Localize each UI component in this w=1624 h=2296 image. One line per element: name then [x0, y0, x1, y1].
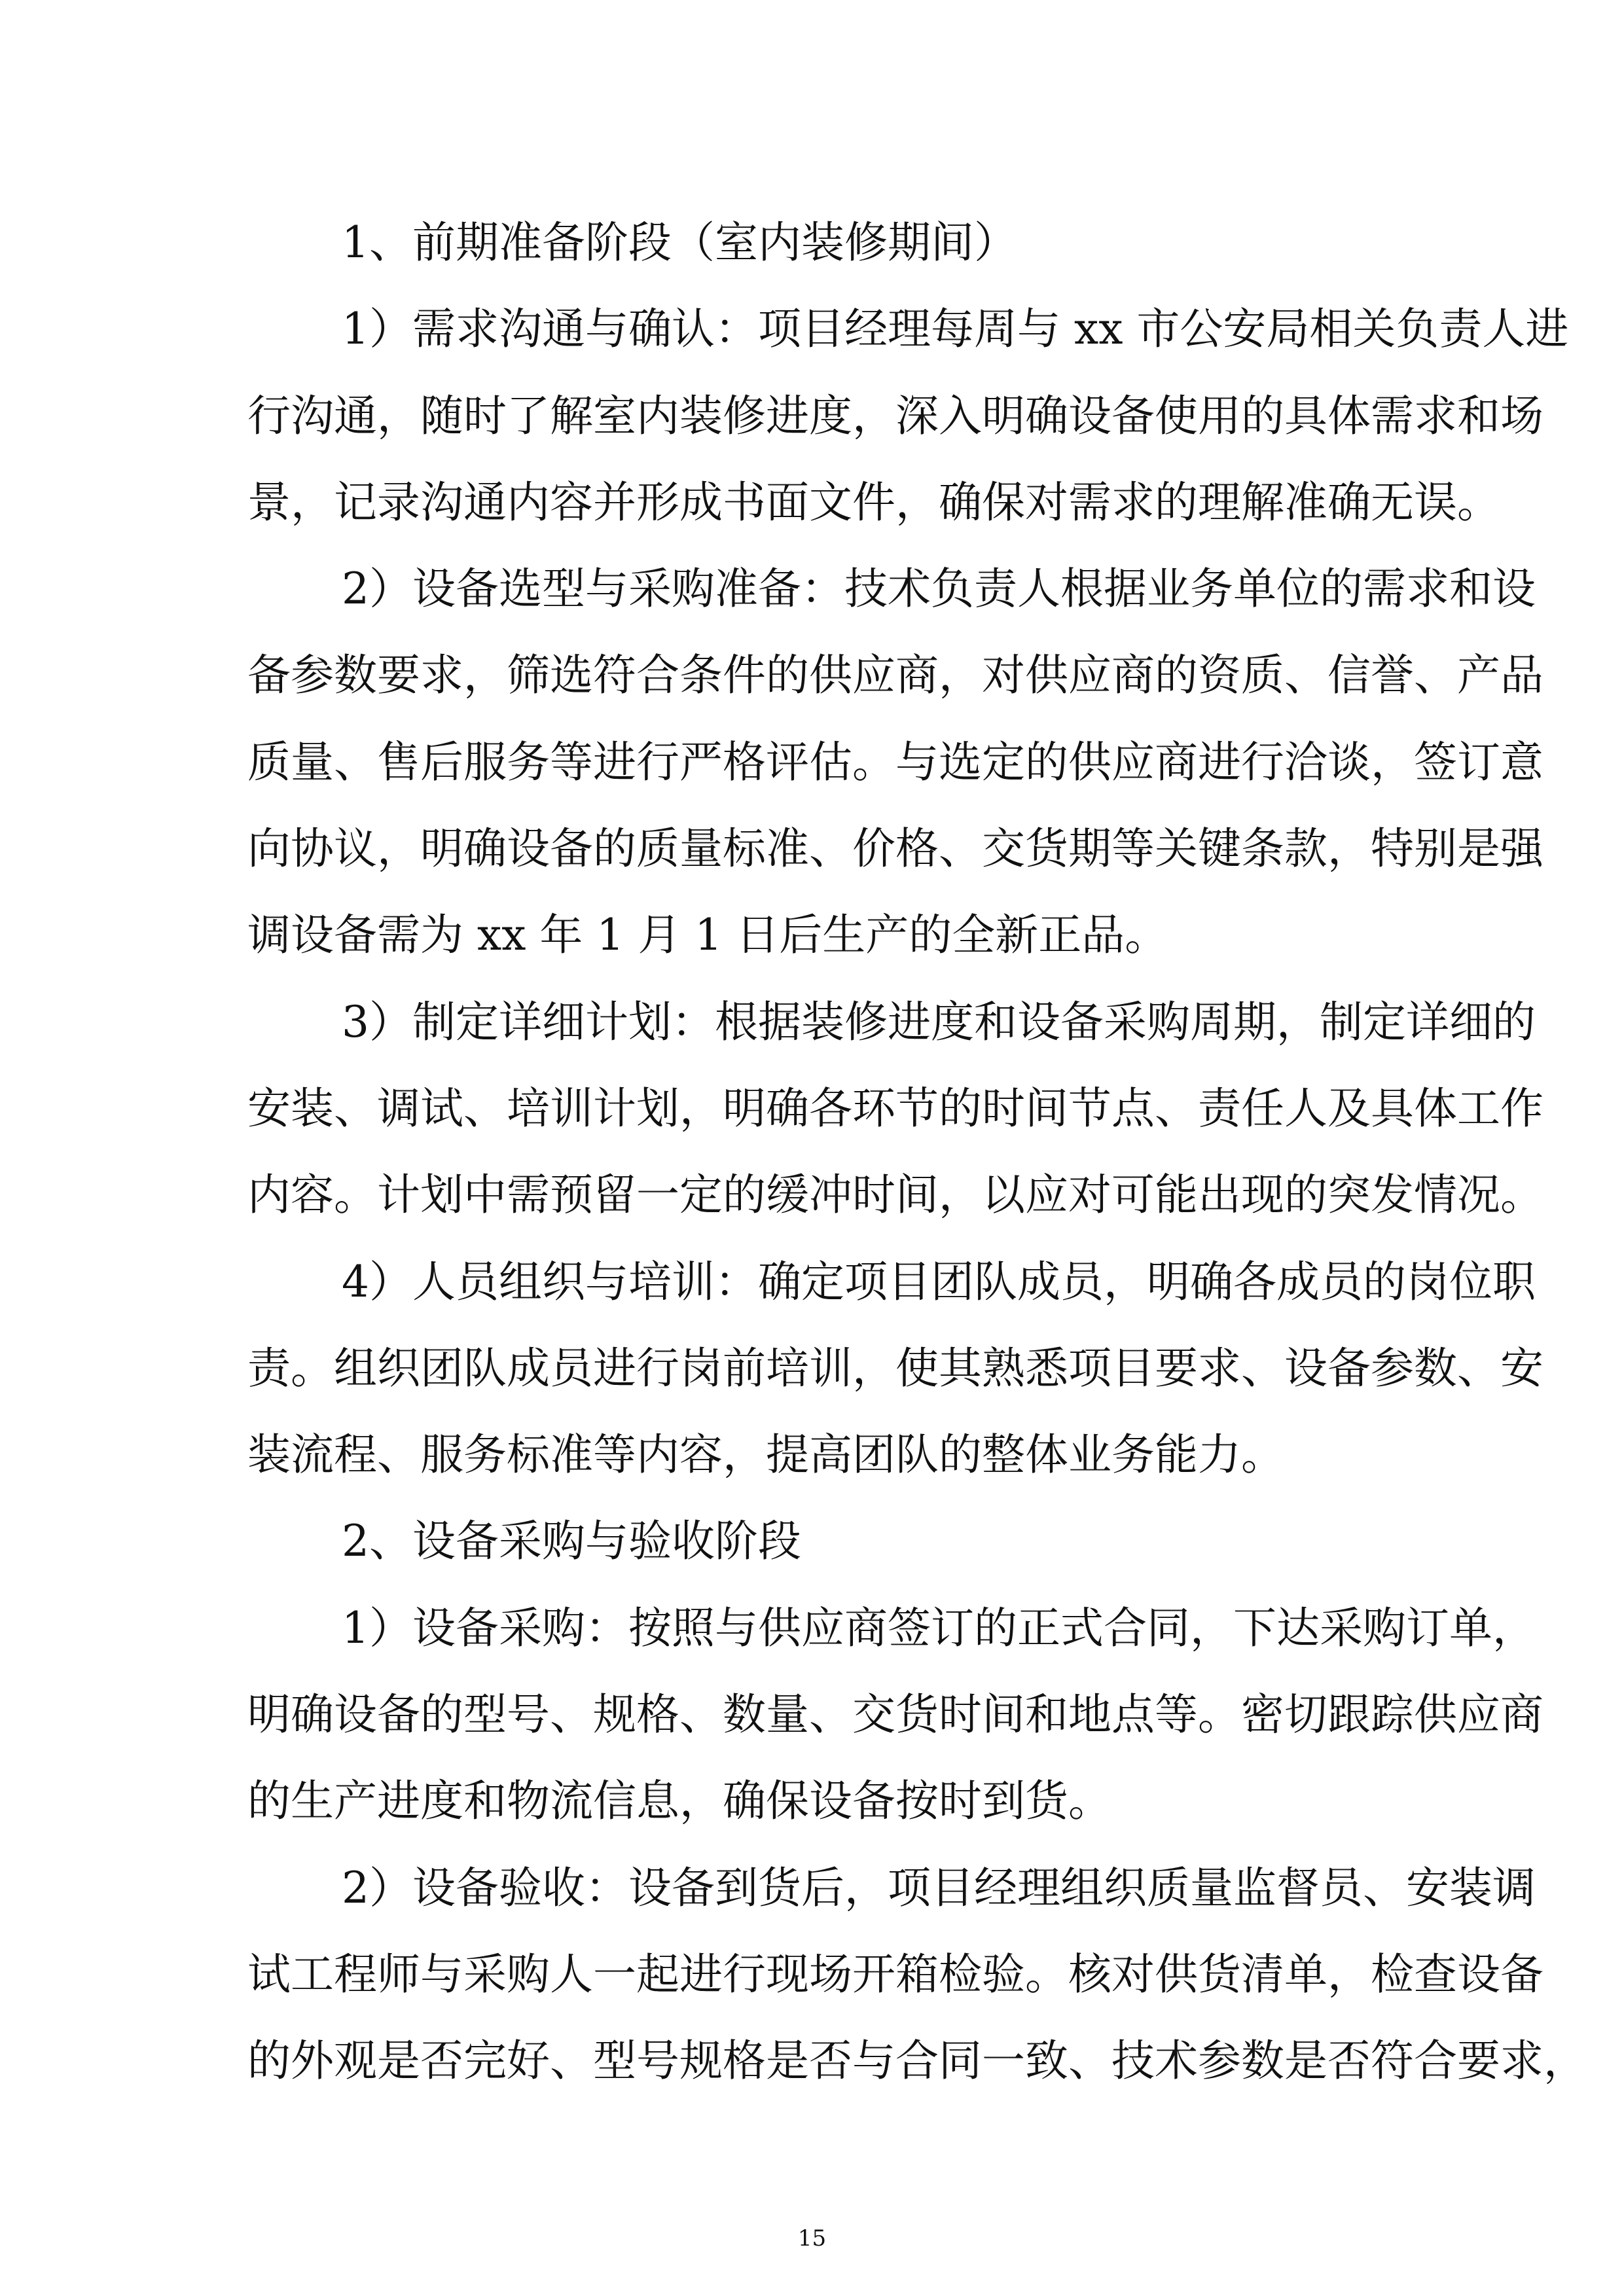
text-line: 责。组织团队成员进行岗前培训，使其熟悉项目要求、设备参数、安	[247, 1342, 1543, 1393]
paragraph	[247, 1585, 1543, 1845]
text-line: 2、设备采购与验收阶段	[342, 1516, 801, 1567]
text-line: 的外观是否完好、型号规格是否与合同一致、技术参数是否符合要求，	[247, 2036, 1587, 2087]
text-line: 1、前期准备阶段（室内装修期间）	[342, 217, 1017, 268]
paragraph	[247, 546, 1543, 978]
paragraph	[247, 979, 1543, 1239]
text-line: 装流程、服务标准等内容，提高团队的整体业务能力。	[247, 1429, 1284, 1480]
text-line: 行沟通，随时了解室内装修进度，深入明确设备使用的具体需求和场	[247, 390, 1543, 441]
text-line: 质量、售后服务等进行严格评估。与选定的供应商进行洽谈，签订意	[247, 736, 1543, 787]
text-line: 4）人员组织与培训：确定项目团队成员，明确各成员的岗位职	[342, 1256, 1536, 1307]
paragraph	[247, 1498, 1375, 1585]
text-line: 明确设备的型号、规格、数量、交货时间和地点等。密切跟踪供应商	[247, 1689, 1543, 1740]
text-line: 内容。计划中需预留一定的缓冲时间，以应对可能出现的突发情况。	[247, 1170, 1543, 1221]
paragraph	[247, 1239, 1543, 1499]
document-body	[247, 200, 1587, 2105]
text-line: 调设备需为 xx 年 1 月 1 日后生产的全新正品。	[247, 910, 1168, 961]
text-line: 1）需求沟通与确认：项目经理每周与 xx 市公安局相关负责人进	[342, 304, 1569, 355]
text-line: 3）制定详细计划：根据装修进度和设备采购周期，制定详细的	[342, 996, 1536, 1047]
text-line: 1）设备采购：按照与供应商签订的正式合同，下达采购订单，	[342, 1602, 1536, 1653]
text-line: 试工程师与采购人一起进行现场开箱检验。核对供货清单，检查设备	[247, 1948, 1543, 2000]
paragraph	[247, 1845, 1587, 2105]
text-line: 安装、调试、培训计划，明确各环节的时间节点、责任人及具体工作	[247, 1083, 1543, 1134]
page-number: 15	[797, 2225, 827, 2251]
text-line: 的生产进度和物流信息，确保设备按时到货。	[247, 1776, 1111, 1827]
text-line: 2）设备验收：设备到货后，项目经理组织质量监督员、安装调	[342, 1862, 1536, 1913]
text-line: 2）设备选型与采购准备：技术负责人根据业务单位的需求和设	[342, 564, 1536, 615]
text-line: 景，记录沟通内容并形成书面文件，确保对需求的理解准确无误。	[247, 476, 1500, 528]
paragraph	[247, 286, 1569, 546]
text-line: 向协议，明确设备的质量标准、价格、交货期等关键条款，特别是强	[247, 823, 1543, 874]
text-line: 备参数要求，筛选符合条件的供应商，对供应商的资质、信誉、产品	[247, 650, 1543, 701]
paragraph	[247, 200, 1375, 286]
